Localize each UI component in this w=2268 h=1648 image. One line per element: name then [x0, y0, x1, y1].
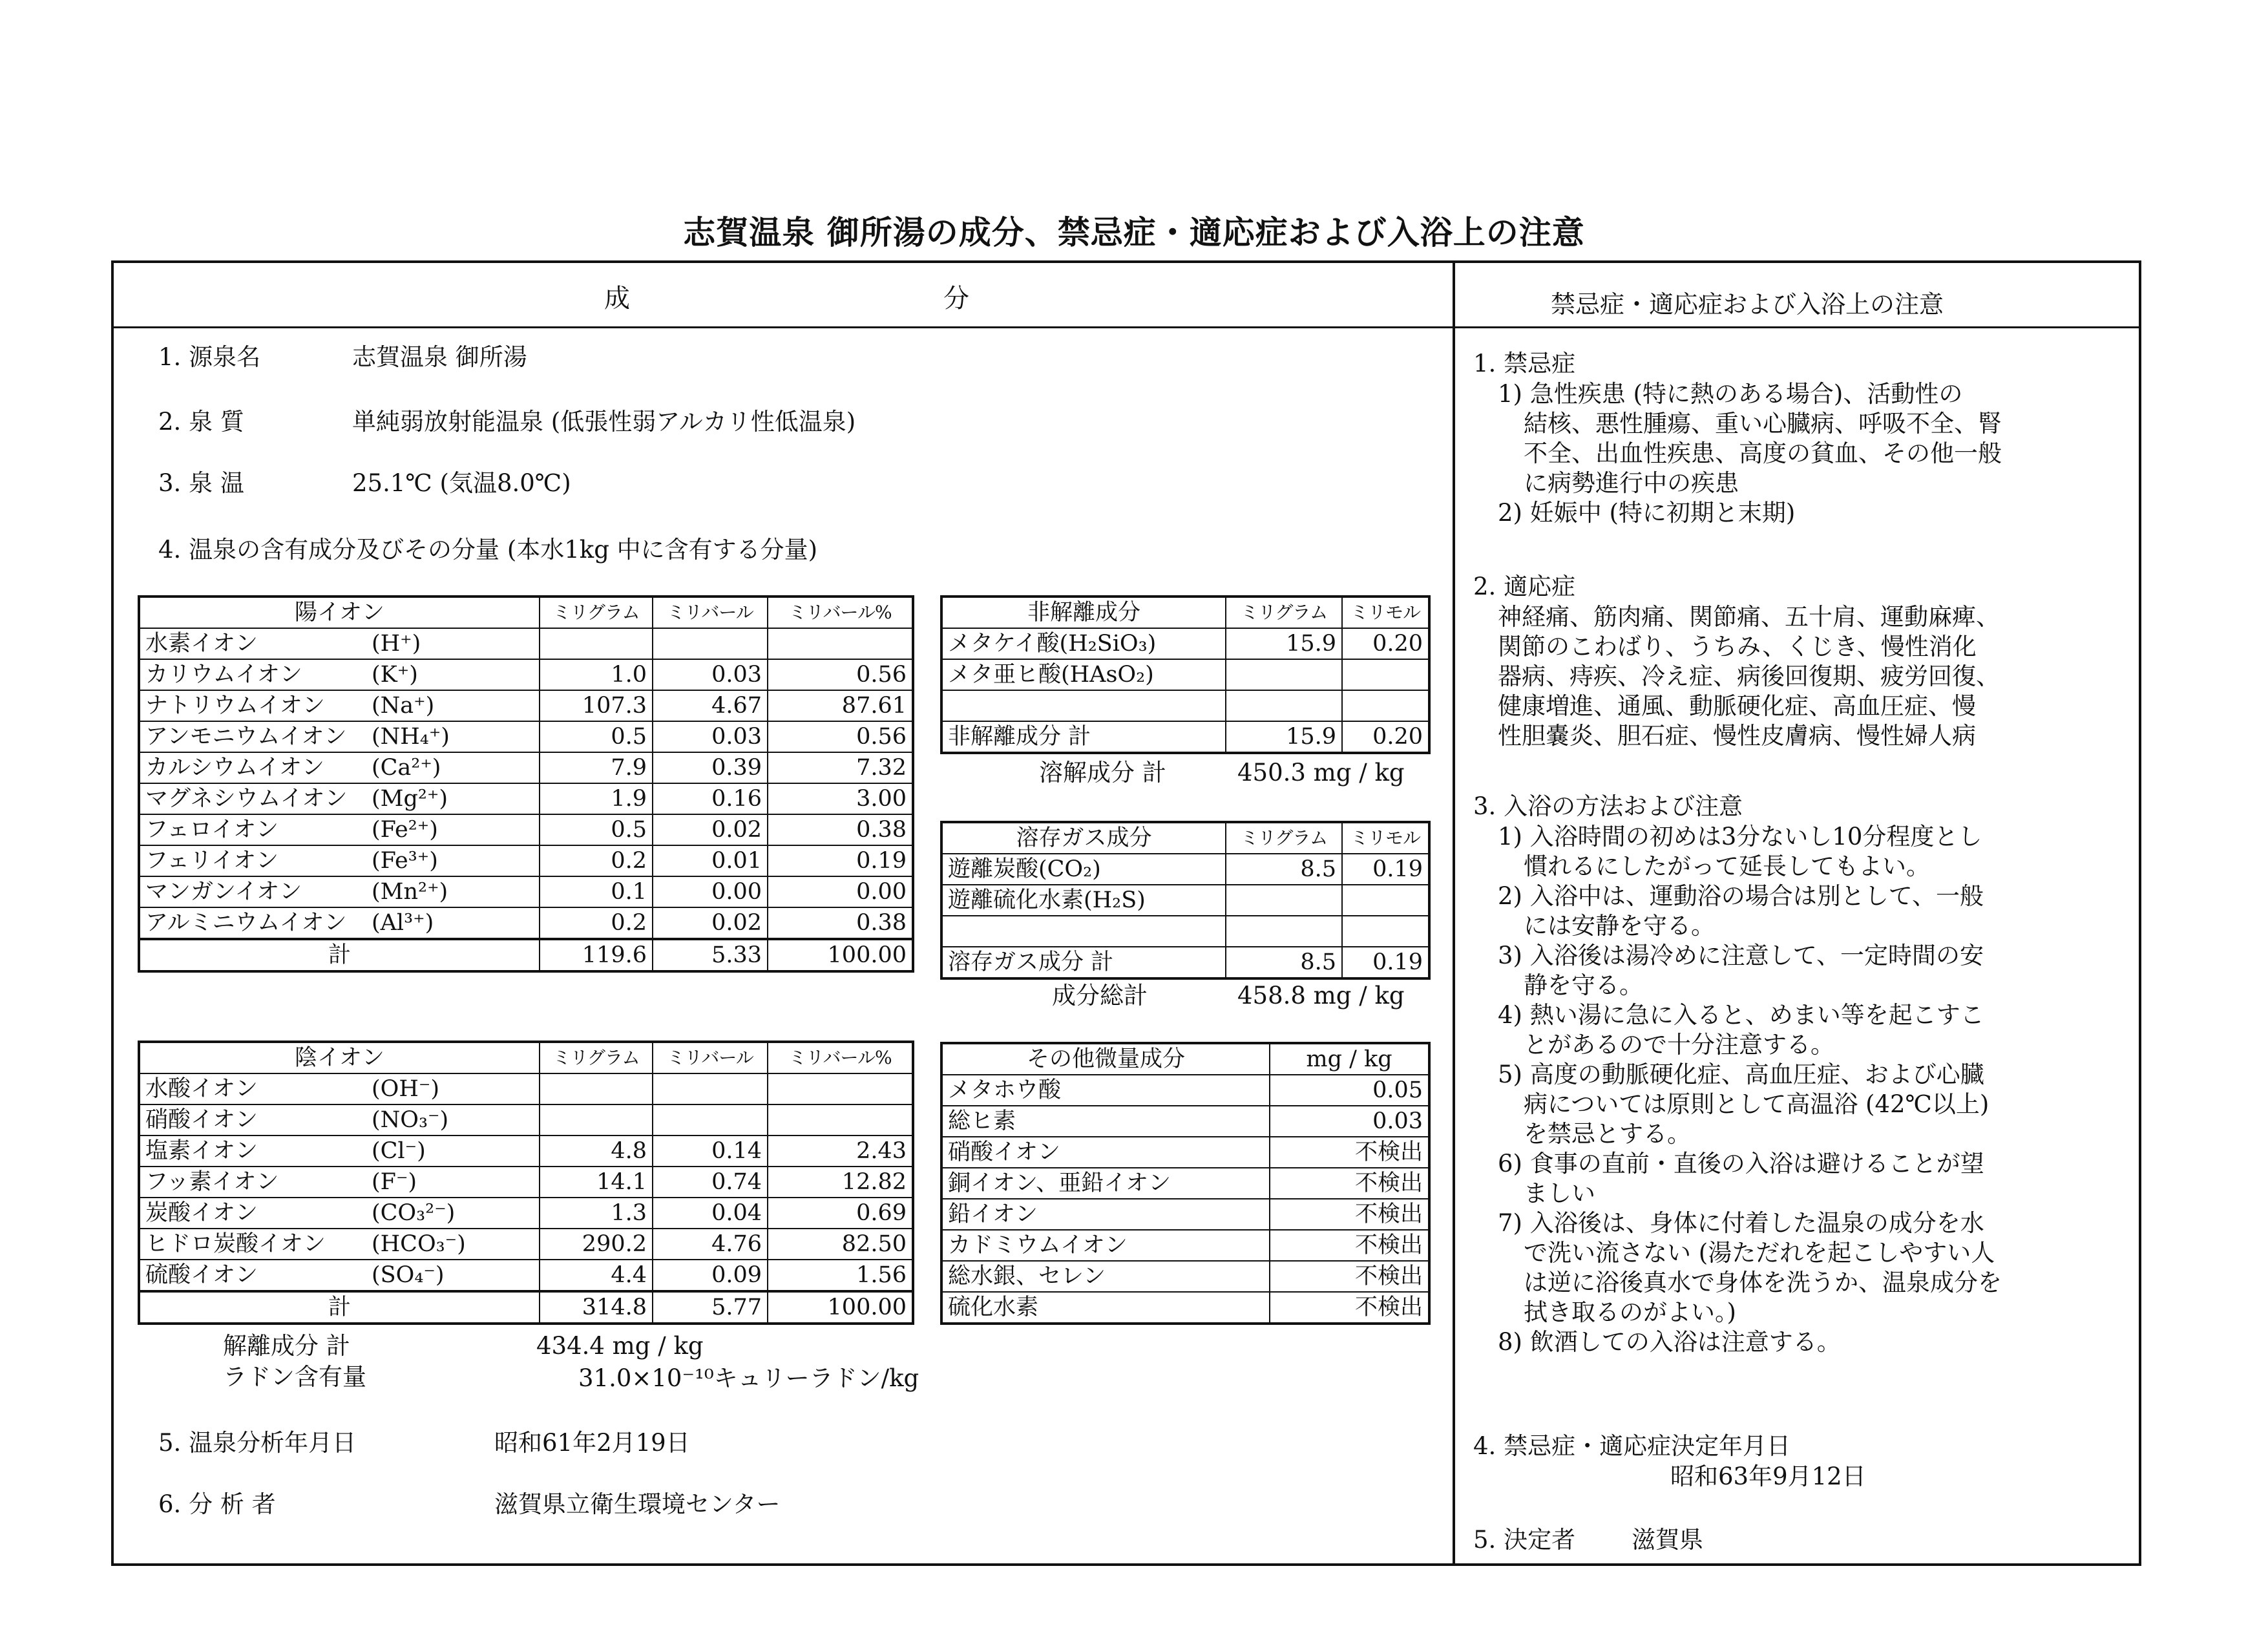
- radon-value: 31.0×10⁻¹⁰キュリーラドン/kg: [578, 1364, 919, 1392]
- cation-ion-name: アルミニウムイオン: [145, 910, 347, 936]
- anion-ion-symbol: (CO₃²⁻): [372, 1200, 456, 1226]
- anion-ion-symbol: (F⁻): [372, 1169, 417, 1195]
- gas-mmol-cell: [1342, 885, 1429, 916]
- anion-name-cell: [139, 1260, 540, 1291]
- bathing-list: [1498, 822, 2002, 1357]
- cation-ion-symbol: (Na⁺): [372, 693, 435, 719]
- r2_lines-line: 健康増進、通風、動脈硬化症、高血圧症、慢: [1498, 692, 1976, 720]
- anion-header-mg: ミリグラム: [540, 1042, 653, 1073]
- anion-row: [139, 1104, 913, 1136]
- cation-row: [139, 690, 913, 721]
- trace-name-cell: 硝酸イオン: [941, 1137, 1270, 1168]
- cation-row: [139, 907, 913, 939]
- anion-total-mg: 314.8: [540, 1291, 653, 1324]
- nondiss-total-label: 非解離成分 計: [941, 721, 1226, 753]
- cation-ion-name: フェロイオン: [145, 817, 279, 843]
- nondiss-name-cell: [941, 690, 1226, 721]
- cation-mg-cell: 107.3: [540, 690, 653, 721]
- anion-name-cell: [139, 1073, 540, 1104]
- r2_lines-line: 性胆嚢炎、胆石症、慢性皮膚病、慢性婦人病: [1498, 722, 1976, 750]
- cation-ion-symbol: (Ca²⁺): [372, 755, 441, 781]
- gas-header-row: [941, 822, 1429, 854]
- anion-row: [139, 1073, 913, 1104]
- item-5-label: 5. 温泉分析年月日: [158, 1429, 357, 1457]
- r3_lines-line: 拭き取るのがよい。): [1524, 1298, 1736, 1326]
- anion-mg-cell: [540, 1104, 653, 1136]
- trace-row: [941, 1075, 1429, 1106]
- r3_lines-line: を禁忌とする。: [1524, 1120, 1691, 1148]
- anion-total-pct: 100.00: [768, 1291, 913, 1324]
- r3_lines-line: で洗い流さない (湯ただれを起こしやすい人: [1524, 1239, 1995, 1267]
- anion-ion-name: フッ素イオン: [145, 1169, 279, 1195]
- trace-value-cell: 不検出: [1270, 1230, 1429, 1261]
- trace-header-unit: mg / kg: [1270, 1043, 1429, 1075]
- cation-row: [139, 876, 913, 907]
- cation-mg-cell: [540, 628, 653, 659]
- cation-mval-cell: [653, 628, 768, 659]
- r3_lines-line: ましい: [1524, 1179, 1595, 1207]
- cation-mg-cell: 7.9: [540, 752, 653, 783]
- nondiss-header-mg: ミリグラム: [1226, 597, 1342, 628]
- left-header-b: 分: [943, 284, 969, 313]
- cation-mval-cell: 0.02: [653, 907, 768, 939]
- cation-mval-cell: 0.03: [653, 721, 768, 752]
- gas-mmol-cell: 0.19: [1342, 854, 1429, 885]
- cation-total-row: [139, 939, 913, 971]
- dissolved-total-label: 溶解成分 計: [1039, 759, 1166, 787]
- cation-row: [139, 659, 913, 690]
- anion-header-row: [139, 1042, 913, 1073]
- cation-name-cell: [139, 783, 540, 814]
- trace-name-cell: メタホウ酸: [941, 1075, 1270, 1106]
- item-1-label: 1. 源泉名: [158, 343, 261, 371]
- gas-total-row: [941, 947, 1429, 978]
- r3_lines-line: は逆に浴後真水で身体を洗うか、温泉成分を: [1524, 1269, 2002, 1296]
- nondiss-mg-cell: [1226, 690, 1342, 721]
- item-6-value: 滋賀県立衛生環境センター: [494, 1490, 781, 1518]
- gas-name-cell: 遊離炭酸(CO₂): [941, 854, 1226, 885]
- column-divider: [1453, 260, 1455, 1566]
- anion-mval-cell: 0.04: [653, 1198, 768, 1229]
- trace-table: [940, 1042, 1431, 1325]
- nondiss-total-mg: 15.9: [1226, 721, 1342, 753]
- cation-ion-name: マグネシウムイオン: [145, 786, 348, 812]
- nondiss-table: [940, 595, 1431, 754]
- cation-name-cell: [139, 752, 540, 783]
- anion-mg-cell: 4.8: [540, 1136, 653, 1167]
- cation-ion-name: カルシウムイオン: [145, 755, 325, 781]
- anion-row: [139, 1198, 913, 1229]
- nondiss-row: [941, 628, 1429, 659]
- r1_lines-line: 2) 妊娠中 (特に初期と末期): [1498, 499, 1796, 527]
- cation-total-mg: 119.6: [540, 939, 653, 971]
- anion-mg-cell: [540, 1073, 653, 1104]
- cation-pct-cell: 0.38: [768, 814, 913, 845]
- dissociated-total-value: 434.4 mg / kg: [536, 1332, 704, 1360]
- trace-value-cell: 不検出: [1270, 1261, 1429, 1292]
- trace-header-row: [941, 1043, 1429, 1075]
- cation-mval-cell: 0.39: [653, 752, 768, 783]
- r3_lines-line: には安静を守る。: [1524, 912, 1715, 940]
- nondiss-name-cell: メタ亜ヒ酸(HAsO₂): [941, 659, 1226, 690]
- anion-mg-cell: 4.4: [540, 1260, 653, 1291]
- cation-name-cell: [139, 845, 540, 876]
- trace-row: [941, 1261, 1429, 1292]
- right-header: 禁忌症・適応症および入浴上の注意: [1551, 290, 1944, 319]
- cation-name-cell: [139, 690, 540, 721]
- cation-mg-cell: 0.2: [540, 907, 653, 939]
- anion-pct-cell: 82.50: [768, 1229, 913, 1260]
- trace-name-cell: 総水銀、セレン: [941, 1261, 1270, 1292]
- r2_lines-line: 神経痛、筋肉痛、関節痛、五十肩、運動麻痺、: [1498, 603, 2000, 631]
- cation-table: [138, 595, 914, 973]
- r3_lines-line: 5) 高度の動脈硬化症、高血圧症、および心臓: [1498, 1061, 1984, 1088]
- gas-row: [941, 854, 1429, 885]
- decision-date-value: 昭和63年9月12日: [1670, 1463, 1866, 1490]
- anion-name-cell: [139, 1104, 540, 1136]
- cation-mg-cell: 1.9: [540, 783, 653, 814]
- dissociated-total-label: 解離成分 計: [223, 1332, 350, 1360]
- anion-header-name: 陰イオン: [139, 1042, 540, 1073]
- cation-mg-cell: 0.2: [540, 845, 653, 876]
- cation-total-label: 計: [139, 939, 540, 971]
- anion-pct-cell: 12.82: [768, 1167, 913, 1198]
- cation-header-pct: ミリバール%: [768, 597, 913, 628]
- cation-mg-cell: 1.0: [540, 659, 653, 690]
- cation-ion-name: フェリイオン: [145, 848, 279, 874]
- cation-ion-name: 水素イオン: [145, 631, 258, 657]
- nondiss-mg-cell: [1226, 659, 1342, 690]
- anion-header-mval: ミリバール: [653, 1042, 768, 1073]
- gas-mmol-cell: [1342, 916, 1429, 947]
- cation-mval-cell: 0.02: [653, 814, 768, 845]
- r3_lines-line: 慣れるにしたがって延長してもよい。: [1524, 852, 1930, 880]
- cation-row: [139, 783, 913, 814]
- r3_lines-line: とがあるので十分注意する。: [1524, 1031, 1834, 1059]
- anion-ion-name: 炭酸イオン: [145, 1200, 258, 1226]
- page-title: 志賀温泉 御所湯の成分、禁忌症・適応症および入浴上の注意: [683, 213, 1585, 251]
- cation-pct-cell: 0.19: [768, 845, 913, 876]
- r1_lines-line: 不全、出血性疾患、高度の貧血、その他一般: [1524, 439, 2002, 467]
- item-5-value: 昭和61年2月19日: [494, 1429, 690, 1457]
- anion-total-mval: 5.77: [653, 1291, 768, 1324]
- cation-pct-cell: 87.61: [768, 690, 913, 721]
- indication-list: [1498, 602, 2000, 751]
- gas-total-mmol: 0.19: [1342, 947, 1429, 978]
- trace-name-cell: 鉛イオン: [941, 1199, 1270, 1230]
- anion-name-cell: [139, 1229, 540, 1260]
- cation-row: [139, 814, 913, 845]
- cation-mval-cell: 4.67: [653, 690, 768, 721]
- contraindication-list: [1498, 379, 2002, 528]
- nondiss-mmol-cell: [1342, 659, 1429, 690]
- anion-pct-cell: [768, 1073, 913, 1104]
- anion-row: [139, 1229, 913, 1260]
- anion-mg-cell: 290.2: [540, 1229, 653, 1260]
- anion-pct-cell: 2.43: [768, 1136, 913, 1167]
- cation-header-row: [139, 597, 913, 628]
- anion-mval-cell: 0.14: [653, 1136, 768, 1167]
- radon-label: ラドン含有量: [223, 1363, 366, 1391]
- anion-ion-symbol: (SO₄⁻): [372, 1262, 445, 1288]
- gas-header-mg: ミリグラム: [1226, 822, 1342, 854]
- contraindication-heading: 1. 禁忌症: [1473, 350, 1576, 377]
- cation-mg-cell: 0.5: [540, 814, 653, 845]
- r3_lines-line: 3) 入浴後は湯冷めに注意して、一定時間の安: [1498, 942, 1984, 969]
- anion-mg-cell: 14.1: [540, 1167, 653, 1198]
- r3_lines-line: 8) 飲酒しての入浴は注意する。: [1498, 1328, 1841, 1356]
- anion-name-cell: [139, 1136, 540, 1167]
- cation-name-cell: [139, 628, 540, 659]
- gas-mg-cell: [1226, 885, 1342, 916]
- anion-ion-name: ヒドロ炭酸イオン: [145, 1231, 326, 1257]
- cation-ion-symbol: (Fe³⁺): [372, 848, 438, 874]
- anion-row: [139, 1167, 913, 1198]
- trace-row: [941, 1230, 1429, 1261]
- cation-row: [139, 845, 913, 876]
- cation-name-cell: [139, 721, 540, 752]
- cation-header-name: 陽イオン: [139, 597, 540, 628]
- trace-row: [941, 1106, 1429, 1137]
- cation-pct-cell: [768, 628, 913, 659]
- cation-total-pct: 100.00: [768, 939, 913, 971]
- r3_lines-line: 静を守る。: [1524, 971, 1643, 999]
- trace-value-cell: 0.03: [1270, 1106, 1429, 1137]
- r3_lines-line: 2) 入浴中は、運動浴の場合は別として、一般: [1498, 882, 1984, 910]
- cation-ion-symbol: (Mg²⁺): [372, 786, 448, 812]
- trace-value-cell: 不検出: [1270, 1292, 1429, 1324]
- gas-header-mmol: ミリモル: [1342, 822, 1429, 854]
- trace-name-cell: 総ヒ素: [941, 1106, 1270, 1137]
- r3_lines-line: 7) 入浴後は、身体に付着した温泉の成分を水: [1498, 1209, 1984, 1237]
- left-header-a: 成: [604, 284, 630, 313]
- anion-row: [139, 1136, 913, 1167]
- trace-value-cell: 不検出: [1270, 1199, 1429, 1230]
- nondiss-mg-cell: 15.9: [1226, 628, 1342, 659]
- anion-ion-symbol: (HCO₃⁻): [372, 1231, 466, 1257]
- r1_lines-line: 結核、悪性腫瘍、重い心臓病、呼吸不全、腎: [1524, 410, 2002, 438]
- anion-ion-name: 硫酸イオン: [145, 1262, 258, 1288]
- item-1-value: 志賀温泉 御所湯: [352, 343, 527, 371]
- anion-mval-cell: 0.09: [653, 1260, 768, 1291]
- grand-total-value: 458.8 mg / kg: [1237, 982, 1405, 1009]
- trace-value-cell: 不検出: [1270, 1137, 1429, 1168]
- trace-row: [941, 1199, 1429, 1230]
- anion-header-pct: ミリバール%: [768, 1042, 913, 1073]
- cation-mval-cell: 0.16: [653, 783, 768, 814]
- cation-name-cell: [139, 876, 540, 907]
- nondiss-row: [941, 659, 1429, 690]
- gas-mg-cell: [1226, 916, 1342, 947]
- item-3-label: 3. 泉 温: [158, 469, 244, 497]
- cation-mg-cell: 0.1: [540, 876, 653, 907]
- anion-name-cell: [139, 1198, 540, 1229]
- anion-total-label: 計: [139, 1291, 540, 1324]
- anion-ion-name: 塩素イオン: [145, 1138, 258, 1164]
- r2_lines-line: 関節のこわばり、うちみ、くじき、慢性消化: [1498, 633, 1977, 660]
- decider-value: 滋賀県: [1632, 1526, 1703, 1554]
- cation-ion-symbol: (Al³⁺): [372, 910, 434, 936]
- dissolved-total-value: 450.3 mg / kg: [1237, 759, 1405, 787]
- trace-row: [941, 1137, 1429, 1168]
- header-divider: [111, 326, 2141, 328]
- trace-row: [941, 1292, 1429, 1324]
- nondiss-header-name: 非解離成分: [941, 597, 1226, 628]
- trace-value-cell: 0.05: [1270, 1075, 1429, 1106]
- anion-total-row: [139, 1291, 913, 1324]
- anion-ion-symbol: (Cl⁻): [372, 1138, 426, 1164]
- gas-name-cell: [941, 916, 1226, 947]
- cation-ion-name: カリウムイオン: [145, 662, 302, 688]
- cation-pct-cell: 0.56: [768, 659, 913, 690]
- bathing-heading: 3. 入浴の方法および注意: [1473, 792, 1743, 820]
- r3_lines-line: 1) 入浴時間の初めは3分ないし10分程度とし: [1498, 823, 1982, 850]
- anion-ion-symbol: (NO₃⁻): [372, 1107, 449, 1133]
- trace-header-name: その他微量成分: [941, 1043, 1270, 1075]
- gas-name-cell: 遊離硫化水素(H₂S): [941, 885, 1226, 916]
- gas-row: [941, 885, 1429, 916]
- cation-ion-symbol: (NH₄⁺): [372, 724, 450, 750]
- anion-row: [139, 1260, 913, 1291]
- cation-name-cell: [139, 907, 540, 939]
- trace-name-cell: 硫化水素: [941, 1292, 1270, 1324]
- cation-mg-cell: 0.5: [540, 721, 653, 752]
- anion-pct-cell: [768, 1104, 913, 1136]
- gas-header-name: 溶存ガス成分: [941, 822, 1226, 854]
- cation-ion-name: マンガンイオン: [145, 879, 302, 905]
- anion-mval-cell: [653, 1104, 768, 1136]
- indication-heading: 2. 適応症: [1473, 573, 1576, 600]
- cation-header-mval: ミリバール: [653, 597, 768, 628]
- cation-header-mg: ミリグラム: [540, 597, 653, 628]
- gas-mg-cell: 8.5: [1226, 854, 1342, 885]
- anion-ion-name: 硝酸イオン: [145, 1107, 258, 1133]
- gas-total-label: 溶存ガス成分 計: [941, 947, 1226, 978]
- cation-mval-cell: 0.00: [653, 876, 768, 907]
- cation-pct-cell: 0.00: [768, 876, 913, 907]
- anion-pct-cell: 0.69: [768, 1198, 913, 1229]
- gas-row: [941, 916, 1429, 947]
- cation-pct-cell: 7.32: [768, 752, 913, 783]
- cation-pct-cell: 3.00: [768, 783, 913, 814]
- anion-mval-cell: 4.76: [653, 1229, 768, 1260]
- cation-ion-name: アンモニウムイオン: [145, 724, 347, 750]
- anion-ion-name: 水酸イオン: [145, 1076, 258, 1102]
- decider-label: 5. 決定者: [1473, 1526, 1576, 1554]
- anion-mval-cell: [653, 1073, 768, 1104]
- nondiss-header-mmol: ミリモル: [1342, 597, 1429, 628]
- decision-date-heading: 4. 禁忌症・適応症決定年月日: [1473, 1432, 1791, 1460]
- cation-pct-cell: 0.56: [768, 721, 913, 752]
- cation-pct-cell: 0.38: [768, 907, 913, 939]
- anion-pct-cell: 1.56: [768, 1260, 913, 1291]
- nondiss-total-mmol: 0.20: [1342, 721, 1429, 753]
- gas-table: [940, 821, 1431, 980]
- nondiss-mmol-cell: [1342, 690, 1429, 721]
- trace-name-cell: カドミウムイオン: [941, 1230, 1270, 1261]
- nondiss-row: [941, 690, 1429, 721]
- r3_lines-line: 6) 食事の直前・直後の入浴は避けることが望: [1498, 1150, 1984, 1178]
- cation-row: [139, 721, 913, 752]
- cation-total-mval: 5.33: [653, 939, 768, 971]
- cation-row: [139, 628, 913, 659]
- cation-name-cell: [139, 659, 540, 690]
- trace-value-cell: 不検出: [1270, 1168, 1429, 1199]
- nondiss-header-row: [941, 597, 1429, 628]
- r3_lines-line: 4) 熱い湯に急に入ると、めまい等を起こすこ: [1498, 1001, 1984, 1029]
- cation-ion-name: ナトリウムイオン: [145, 693, 325, 719]
- anion-mg-cell: 1.3: [540, 1198, 653, 1229]
- cation-name-cell: [139, 814, 540, 845]
- item-4: 4. 温泉の含有成分及びその分量 (本水1kg 中に含有する分量): [158, 536, 818, 564]
- anion-name-cell: [139, 1167, 540, 1198]
- trace-row: [941, 1168, 1429, 1199]
- item-6-label: 6. 分 析 者: [158, 1490, 276, 1518]
- grand-total-label: 成分総計: [1052, 982, 1148, 1009]
- cation-ion-symbol: (H⁺): [372, 631, 421, 657]
- cation-mval-cell: 0.01: [653, 845, 768, 876]
- item-2-label: 2. 泉 質: [158, 408, 244, 436]
- trace-name-cell: 銅イオン、亜鉛イオン: [941, 1168, 1270, 1199]
- nondiss-total-row: [941, 721, 1429, 753]
- nondiss-mmol-cell: 0.20: [1342, 628, 1429, 659]
- anion-ion-symbol: (OH⁻): [372, 1076, 439, 1102]
- r3_lines-line: 病については原則として高温浴 (42℃以上): [1524, 1090, 1990, 1118]
- r1_lines-line: に病勢進行中の疾患: [1524, 469, 1739, 497]
- item-3-value: 25.1℃ (気温8.0℃): [352, 469, 571, 497]
- anion-table: [138, 1041, 914, 1325]
- item-2-value: 単純弱放射能温泉 (低張性弱アルカリ性低温泉): [352, 408, 856, 436]
- anion-mval-cell: 0.74: [653, 1167, 768, 1198]
- cation-ion-symbol: (Mn²⁺): [372, 879, 448, 905]
- cation-mval-cell: 0.03: [653, 659, 768, 690]
- nondiss-name-cell: メタケイ酸(H₂SiO₃): [941, 628, 1226, 659]
- r2_lines-line: 器病、痔疾、冷え症、病後回復期、疲労回復、: [1498, 662, 2000, 690]
- r1_lines-line: 1) 急性疾患 (特に熱のある場合)、活動性の: [1498, 380, 1963, 408]
- cation-row: [139, 752, 913, 783]
- cation-ion-symbol: (K⁺): [372, 662, 418, 688]
- cation-ion-symbol: (Fe²⁺): [372, 817, 438, 843]
- gas-total-mg: 8.5: [1226, 947, 1342, 978]
